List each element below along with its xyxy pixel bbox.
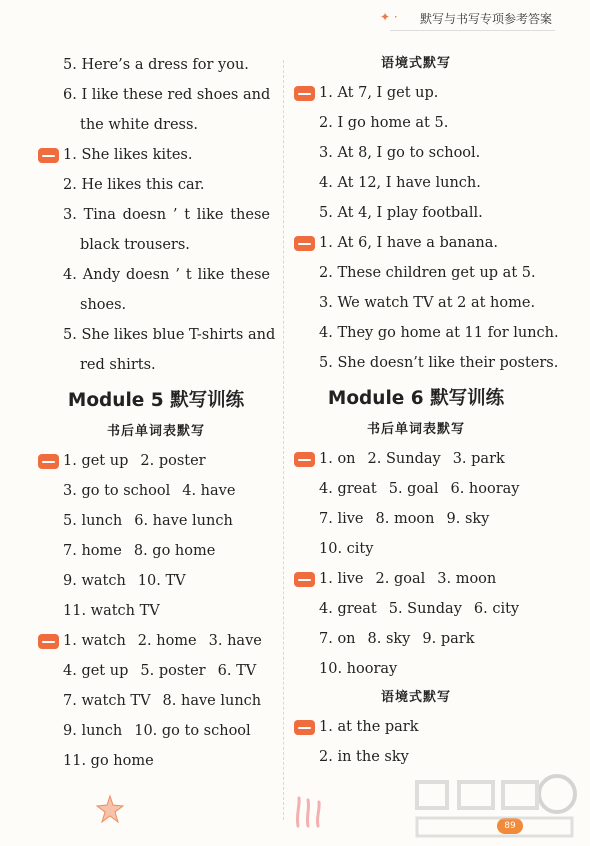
answer-item: 5. lunch — [63, 513, 123, 529]
module4-context-answers — [292, 78, 559, 378]
answer-item: 1. watch — [63, 633, 126, 649]
answer-line — [292, 624, 540, 654]
answer-text: black trousers. — [80, 237, 190, 253]
answer-line — [36, 566, 276, 596]
answer-line — [36, 110, 276, 140]
answer-item: 10. TV — [137, 573, 186, 589]
answer-line — [36, 716, 276, 746]
module6-answers — [292, 444, 540, 684]
coral-icon — [290, 794, 330, 828]
context-subhead: 语境式默写 — [380, 56, 451, 71]
answer-text: 5. She doesn’t like their posters. — [319, 355, 559, 371]
answer-text: 4. They go home at 11 for lunch. — [319, 325, 559, 341]
answer-line — [292, 348, 559, 378]
section-badge-icon — [294, 86, 315, 101]
answer-text: 2. He likes this car. — [63, 177, 205, 193]
answer-item: 4. have — [182, 483, 236, 499]
section-badge-icon — [38, 454, 59, 469]
answer-text: 4. Andy doesn ’ t like these — [63, 267, 270, 283]
answer-item: 6. hooray — [450, 481, 520, 497]
answer-item: 10. city — [319, 541, 374, 557]
answer-item: 9. park — [422, 631, 475, 647]
column-divider — [283, 60, 284, 820]
answer-text: 3. At 8, I go to school. — [319, 145, 481, 161]
answer-line — [36, 50, 276, 80]
answer-line — [292, 504, 540, 534]
header-rule — [390, 30, 555, 31]
answer-text: 2. I go home at 5. — [319, 115, 449, 131]
answer-line — [36, 320, 276, 350]
answer-item: 3. go to school — [63, 483, 171, 499]
answer-line — [36, 140, 276, 170]
answer-item: 10. go to school — [134, 723, 251, 739]
answer-line — [36, 656, 276, 686]
module6-subhead: 书后单词表默写 — [366, 422, 465, 437]
answer-item: 2. goal — [375, 571, 426, 587]
sparkle-icon: ✦ · — [380, 10, 398, 24]
answer-text: the white dress. — [80, 117, 199, 133]
answer-item: 1. on — [319, 451, 356, 467]
answer-text: 1. She likes kites. — [63, 147, 193, 163]
answer-item: 3. park — [452, 451, 505, 467]
answer-text: 2. in the sky — [319, 749, 409, 765]
answer-text: 3. We watch TV at 2 at home. — [319, 295, 536, 311]
answer-item: 3. moon — [437, 571, 497, 587]
answer-line — [292, 564, 540, 594]
answer-item: 9. lunch — [63, 723, 123, 739]
answer-text: 1. At 6, I have a banana. — [319, 235, 498, 251]
module5-subhead: 书后单词表默写 — [106, 424, 205, 439]
answer-text: 5. Here’s a dress for you. — [63, 57, 249, 73]
answer-text: red shirts. — [80, 357, 156, 373]
answer-line — [292, 534, 540, 564]
answer-line — [36, 290, 276, 320]
module5-answers — [36, 446, 276, 776]
answer-item: 8. have lunch — [162, 693, 262, 709]
answer-line — [36, 446, 276, 476]
section-badge-icon — [294, 236, 315, 251]
answer-line — [292, 198, 540, 228]
answer-line — [36, 686, 276, 716]
starfish-icon — [95, 794, 125, 824]
section-badge-icon — [38, 148, 59, 163]
answer-item: 11. go home — [63, 753, 154, 769]
answer-item: 9. watch — [63, 573, 126, 589]
answer-item: 2. Sunday — [367, 451, 441, 467]
module4-answers-tail — [36, 50, 276, 380]
answer-item: 5. poster — [140, 663, 206, 679]
header-title: 默写与书写专项参考答案 — [419, 12, 552, 26]
answer-text: 1. At 7, I get up. — [319, 85, 439, 101]
answer-line — [292, 742, 540, 772]
answer-item: 5. goal — [388, 481, 439, 497]
answer-text: shoes. — [80, 297, 127, 313]
answer-line — [292, 654, 540, 684]
answer-item: 2. poster — [140, 453, 206, 469]
answer-text: 3. Tina doesn ’ t like these — [63, 207, 270, 223]
module6-context-answers — [292, 712, 540, 772]
answer-item: 3. have — [208, 633, 262, 649]
answer-line — [292, 288, 540, 318]
answer-item: 1. live — [319, 571, 364, 587]
answer-line — [36, 80, 276, 110]
answer-item: 4. great — [319, 601, 377, 617]
section-badge-icon — [38, 634, 59, 649]
answer-line — [292, 474, 540, 504]
answer-item: 7. home — [63, 543, 122, 559]
answer-item: 6. city — [473, 601, 520, 617]
answer-text: 2. These children get up at 5. — [319, 265, 536, 281]
answer-text: 5. She likes blue T-shirts and — [63, 327, 276, 343]
answer-item: 7. watch TV — [63, 693, 151, 709]
answer-item: 4. great — [319, 481, 377, 497]
answer-item: 7. live — [319, 511, 364, 527]
answer-line — [292, 78, 540, 108]
section-badge-icon — [294, 572, 315, 587]
answer-item: 11. watch TV — [63, 603, 160, 619]
answer-line — [292, 444, 540, 474]
answer-line — [292, 258, 540, 288]
answer-line — [36, 476, 276, 506]
module6-context-subhead: 语境式默写 — [380, 690, 451, 705]
right-column — [292, 50, 559, 772]
watermark-logo — [407, 772, 582, 840]
answer-line — [36, 230, 276, 260]
answer-line — [36, 536, 276, 566]
answer-line — [292, 228, 540, 258]
answer-text: 5. At 4, I play football. — [319, 205, 483, 221]
answer-item: 6. TV — [217, 663, 257, 679]
answer-item: 8. sky — [367, 631, 411, 647]
answer-item: 4. get up — [63, 663, 129, 679]
answer-line — [292, 138, 540, 168]
answer-line — [292, 594, 540, 624]
answer-item: 6. have lunch — [134, 513, 233, 529]
module6-title: Module 6 默写训练 — [327, 388, 505, 409]
answer-item: 7. on — [319, 631, 356, 647]
answer-line — [36, 596, 276, 626]
answer-line — [36, 350, 276, 380]
answer-line — [36, 260, 276, 290]
module5-title: Module 5 默写训练 — [67, 390, 245, 411]
section-badge-icon — [294, 720, 315, 735]
answer-line — [36, 170, 276, 200]
answer-item: 8. go home — [133, 543, 216, 559]
answer-line — [292, 168, 540, 198]
section-badge-icon — [294, 452, 315, 467]
answer-line — [36, 746, 276, 776]
answer-item: 9. sky — [446, 511, 490, 527]
answer-line — [36, 626, 276, 656]
answer-text: 4. At 12, I have lunch. — [319, 175, 481, 191]
answer-line — [292, 712, 540, 742]
answer-text: 6. I like these red shoes and — [63, 87, 271, 103]
answer-line — [36, 506, 276, 536]
answer-line — [36, 200, 276, 230]
answer-text: 1. at the park — [319, 719, 419, 735]
answer-item: 5. Sunday — [388, 601, 462, 617]
answer-item: 10. hooray — [319, 661, 398, 677]
left-column — [36, 50, 276, 776]
answer-item: 1. get up — [63, 453, 129, 469]
answer-line — [292, 318, 559, 348]
answer-line — [292, 108, 540, 138]
answer-item: 2. home — [137, 633, 197, 649]
answer-item: 8. moon — [375, 511, 435, 527]
page-number: 89 — [497, 818, 523, 834]
page-header — [0, 0, 590, 30]
